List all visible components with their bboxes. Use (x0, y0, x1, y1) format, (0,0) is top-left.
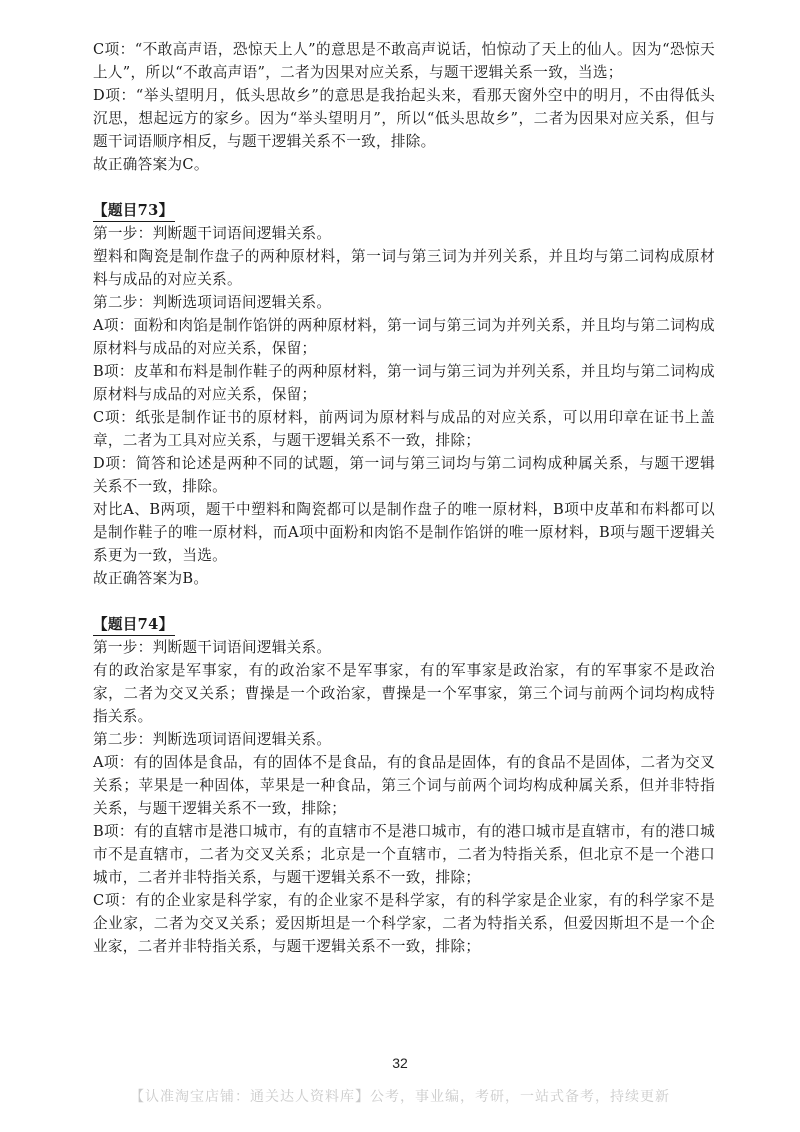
paragraph: 第二步：判断选项词语间逻辑关系。 (93, 731, 332, 748)
paragraph: C项：纸张是制作证书的原材料，前两词为原材料与成品的对应关系，可以用印章在证书上盖章，二者为工具对应关系，与题干逻辑关系不一致，排除； (93, 409, 715, 449)
paragraph: 对比A、B两项，题干中塑料和陶瓷都可以是制作盘子的唯一原材料，B项中皮革和布料都可以是制作鞋子的唯一原材料，而A项中面粉和肉馅不是制作馅饼的唯一原材料，B项与题干逻辑关系更为一致，当选。 (93, 501, 715, 564)
question-heading-row (93, 613, 715, 636)
paragraph: A项：面粉和肉馅是制作馅饼的两种原材料，第一词与第三词为并列关系，并且均与第二词构成原材料与成品的对应关系，保留； (93, 317, 715, 357)
paragraph: B项：皮革和布料是制作鞋子的两种原材料，第一词与第三词为并列关系，并且均与第二词构成原材料与成品的对应关系，保留； (93, 363, 715, 403)
paragraph: 第一步：判断题干词语间逻辑关系。 (93, 639, 332, 656)
paragraph: B项：有的直辖市是港口城市，有的直辖市不是港口城市，有的港口城市是直辖市，有的港口城市不是直辖市，二者为交叉关系；北京是一个直辖市，二者为特指关系，但北京不是一个港口城市，二者并非特指关系，与题干逻辑关系不一致，排除； (93, 823, 715, 886)
paragraph: 有的政治家是军事家，有的政治家不是军事家，有的军事家是政治家，有的军事家不是政治家，二者为交叉关系；曹操是一个政治家，曹操是一个军事家，第三个词与前两个词均构成特指关系。 (93, 662, 715, 725)
paragraph-spacer (93, 590, 715, 613)
question-heading: 【题目74】 (93, 614, 175, 636)
paragraph: D项：简答和论述是两种不同的试题，第一词与第三词均与第二词构成种属关系，与题干逻辑关系不一致，排除。 (93, 455, 715, 495)
paragraph: 第一步：判断题干词语间逻辑关系。 (93, 225, 332, 242)
paragraph: D项：“举头望明月，低头思故乡”的意思是我抬起头来，看那天窗外空中的明月，不由得低头沉思，想起远方的家乡。因为“举头望明月”，所以“低头思故乡”，二者为因果对应关系，但与题干词语顺序相反，与题干逻辑关系不一致，排除。 (93, 87, 715, 150)
paragraph: 故正确答案为C。 (93, 156, 209, 173)
document-body (93, 38, 715, 958)
paragraph: C项：有的企业家是科学家，有的企业家不是科学家，有的科学家是企业家，有的科学家不是企业家，二者为交叉关系；爱因斯坦是一个科学家，二者为特指关系，但爱因斯坦不是一个企业家，二者并非特指关系，与题干逻辑关系不一致，排除； (93, 892, 715, 955)
paragraph: A项：有的固体是食品，有的固体不是食品，有的食品是固体，有的食品不是固体，二者为交叉关系；苹果是一种固体，苹果是一种食品，第三个词与前两个词均构成种属关系，但并非特指关系，与题干逻辑关系不一致，排除； (93, 754, 715, 817)
question-heading-row (93, 199, 715, 222)
page-number: 32 (392, 1055, 408, 1071)
paragraph: 塑料和陶瓷是制作盘子的两种原材料，第一词与第三词为并列关系，并且均与第二词构成原材料与成品的对应关系。 (93, 248, 715, 288)
paragraph: 故正确答案为B。 (93, 570, 209, 587)
question-heading: 【题目73】 (93, 200, 175, 222)
paragraph: C项：“不敢高声语，恐惊天上人”的意思是不敢高声说话，怕惊动了天上的仙人。因为“恐惊天上人”，所以“不敢高声语”，二者为因果对应关系，与题干逻辑关系一致，当选； (93, 41, 715, 81)
footer-watermark-note: 【认准淘宝店铺：通关达人资料库】公考，事业编，考研，一站式备考，持续更新 (130, 1089, 670, 1105)
paragraph-spacer (93, 176, 715, 199)
paragraph: 第二步：判断选项词语间逻辑关系。 (93, 294, 332, 311)
